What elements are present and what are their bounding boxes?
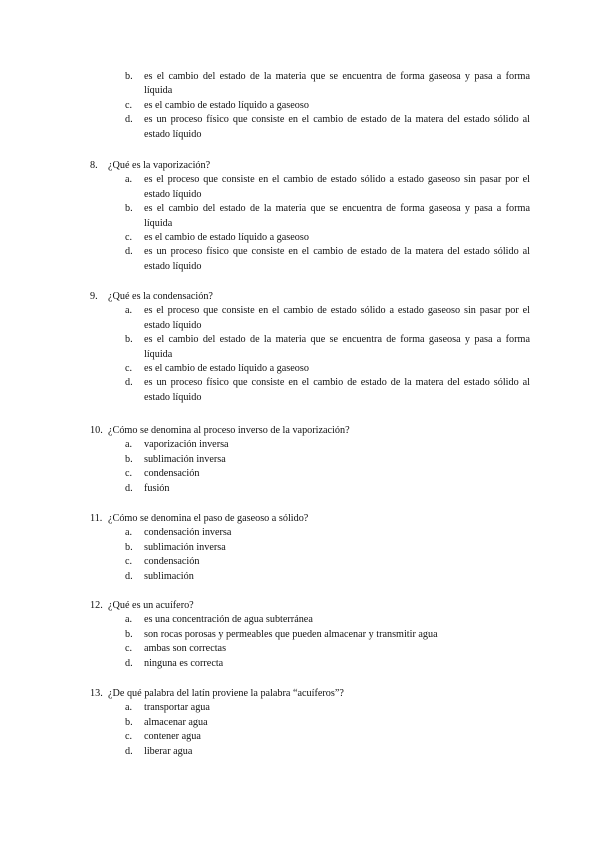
question-number: 13. (90, 688, 103, 699)
option-letter: d. (125, 377, 133, 389)
option (108, 745, 530, 759)
question-text: ¿Qué es la vaporización? (108, 160, 211, 171)
option (108, 701, 530, 715)
option-letter: b. (125, 628, 133, 640)
option (108, 555, 530, 569)
option-letter: a. (125, 527, 133, 539)
option-text: liberar agua (144, 745, 193, 757)
question-number: 11. (90, 513, 103, 524)
option (108, 438, 530, 452)
option (108, 304, 530, 333)
option-letter: c. (125, 468, 133, 480)
option-text: es un proceso físico que consiste en el cambio de estado de la matera del estado sólido al estado líquido (144, 114, 530, 140)
option-text: es el cambio de estado líquido a gaseoso (144, 99, 309, 111)
option-letter: a. (125, 439, 133, 451)
option (108, 526, 530, 540)
option (108, 541, 530, 555)
option-letter: d. (125, 745, 133, 757)
option-text: condensación (144, 468, 200, 480)
option-text: ambas son correctas (144, 643, 227, 655)
option-letter: a. (125, 305, 133, 317)
option-text: sublimación inversa (144, 541, 226, 553)
question-stem (90, 159, 530, 173)
option-text: es el cambio del estado de la materia que se encuentra de forma gaseosa y pasa a forma líquida (144, 334, 530, 360)
question-text: ¿De qué palabra del latín proviene la palabra “acuíferos”? (108, 688, 344, 699)
option-text: sublimación inversa (144, 453, 226, 465)
question-12 (90, 599, 530, 671)
option-text: es una concentración de agua subterránea (144, 614, 313, 626)
options-list (108, 70, 530, 142)
question-number: 10. (90, 425, 103, 436)
option-letter: c. (125, 731, 133, 743)
question-9 (90, 290, 530, 405)
option-letter: b. (125, 203, 133, 215)
option (108, 467, 530, 481)
option (108, 231, 530, 245)
option-letter: d. (125, 570, 133, 582)
option (108, 173, 530, 202)
option-letter: b. (125, 716, 133, 728)
option-letter: a. (125, 702, 133, 714)
option (108, 716, 530, 730)
question-11 (90, 512, 530, 584)
option-text: es el cambio de estado líquido a gaseoso (144, 363, 309, 375)
option-letter: d. (125, 246, 133, 258)
option-text: vaporización inversa (144, 439, 229, 451)
option-letter: b. (125, 334, 133, 346)
option-letter: d. (125, 657, 133, 669)
options-list (108, 173, 530, 274)
option-letter: c. (125, 232, 133, 244)
option-letter: d. (125, 482, 133, 494)
option (108, 113, 530, 142)
option (108, 730, 530, 744)
option (108, 613, 530, 627)
option-text: es el proceso que consiste en el cambio de estado sólido a estado gaseoso sin pasar por el estado líquido (144, 305, 530, 331)
option (108, 333, 530, 362)
option-letter: a. (125, 174, 133, 186)
option-text: es el cambio del estado de la materia que se encuentra de forma gaseosa y pasa a forma líquida (144, 71, 530, 97)
option (108, 245, 530, 274)
options-list (108, 613, 530, 671)
question-stem (90, 290, 530, 304)
question-text: ¿Qué es un acuífero? (108, 600, 194, 611)
option-letter: a. (125, 614, 133, 626)
option-text: son rocas porosas y permeables que pueden almacenar y transmitir agua (144, 628, 438, 640)
option-letter: b. (125, 541, 133, 553)
question-number: 9. (90, 291, 98, 302)
option (108, 657, 530, 671)
option (108, 453, 530, 467)
options-list (108, 526, 530, 584)
option-text: es un proceso físico que consiste en el cambio de estado de la matera del estado sólido al estado líquido (144, 246, 530, 272)
option-letter: c. (125, 556, 133, 568)
question-number: 8. (90, 160, 98, 171)
option (108, 642, 530, 656)
option (108, 362, 530, 376)
option-text: fusión (144, 482, 170, 494)
question-stem (90, 599, 530, 613)
option (108, 482, 530, 496)
question-stem (90, 424, 530, 438)
option-text: sublimación (144, 570, 194, 582)
option-letter: c. (125, 643, 133, 655)
option-text: condensación inversa (144, 527, 232, 539)
question-8 (90, 159, 530, 274)
option (108, 202, 530, 231)
option-letter: b. (125, 453, 133, 465)
option-text: almacenar agua (144, 716, 208, 728)
options-list (108, 438, 530, 496)
option (108, 628, 530, 642)
options-list (108, 304, 530, 405)
option (108, 570, 530, 584)
option-text: es el proceso que consiste en el cambio de estado sólido a estado gaseoso sin pasar por el estado líquido (144, 174, 530, 200)
option (108, 99, 530, 113)
option-text: es un proceso físico que consiste en el cambio de estado de la matera del estado sólido al estado líquido (144, 377, 530, 403)
question-text: ¿Cómo se denomina el paso de gaseoso a sólido? (108, 513, 309, 524)
option-text: es el cambio del estado de la materia que se encuentra de forma gaseosa y pasa a forma líquida (144, 203, 530, 229)
question-stem (90, 687, 530, 701)
question-number: 12. (90, 600, 103, 611)
option-letter: d. (125, 114, 133, 126)
options-list (108, 701, 530, 759)
option (108, 376, 530, 405)
question-13 (90, 687, 530, 759)
question-text: ¿Qué es la condensación? (108, 291, 213, 302)
option-letter: b. (125, 71, 133, 82)
option-text: es el cambio de estado líquido a gaseoso (144, 232, 309, 244)
option-letter: c. (125, 363, 133, 375)
option-text: contener agua (144, 731, 201, 743)
question-text: ¿Cómo se denomina al proceso inverso de la vaporización? (108, 425, 350, 436)
option-text: ninguna es correcta (144, 657, 224, 669)
question-7-continuation (90, 70, 530, 142)
question-stem (90, 512, 530, 526)
option (108, 70, 530, 99)
option-text: transportar agua (144, 702, 210, 714)
option-text: condensación (144, 556, 200, 568)
question-10 (90, 424, 530, 496)
option-letter: c. (125, 99, 133, 111)
